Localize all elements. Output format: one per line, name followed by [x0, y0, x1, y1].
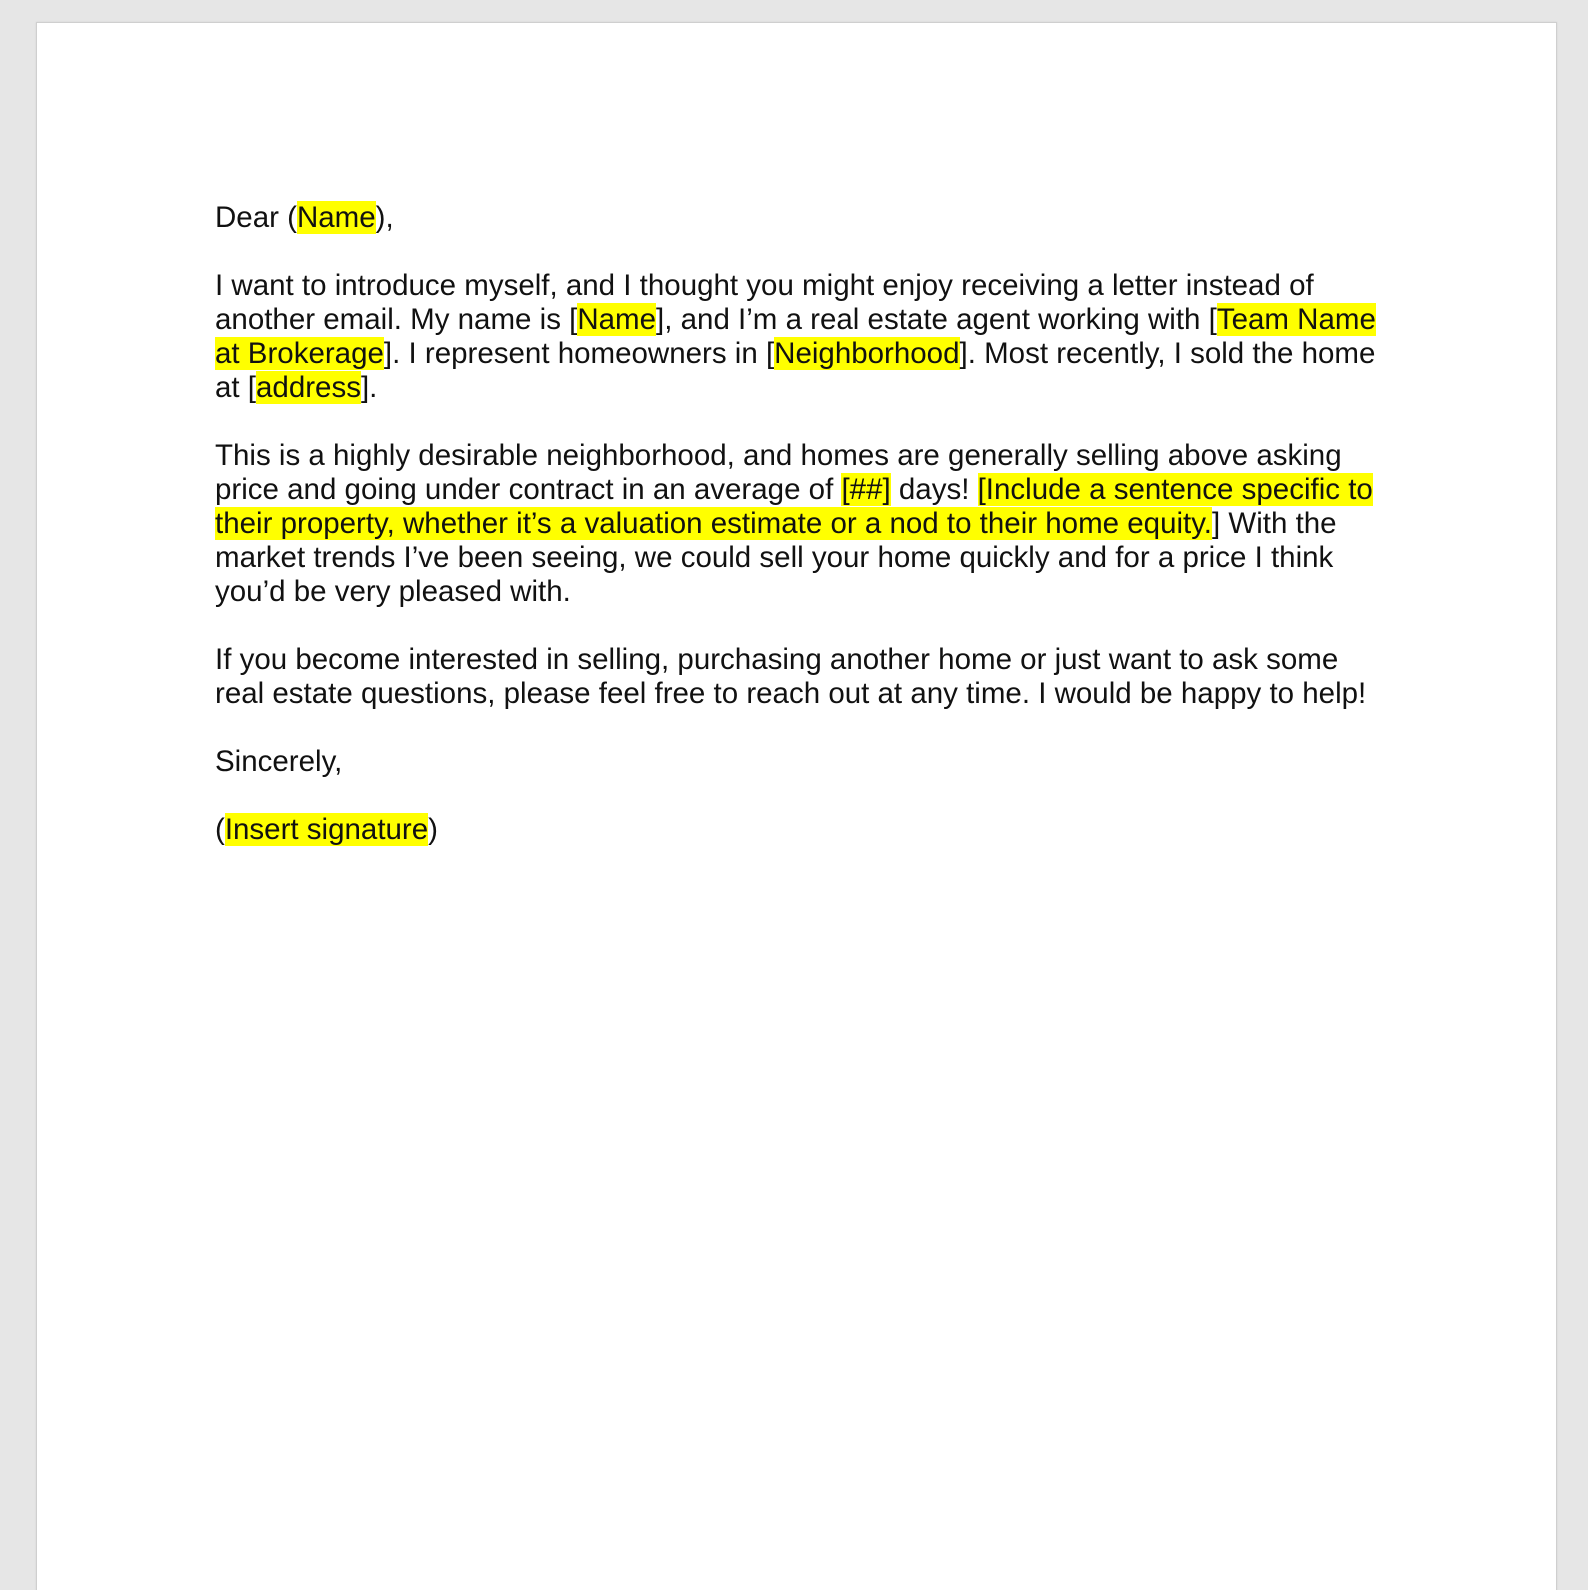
intro-text-2: ], and I’m a real estate agent working with [ [656, 303, 1217, 336]
market-text-2: days! [890, 473, 978, 506]
property-sentence-placeholder: [Include a sentence specific to their property, whether it’s a valuation estimate or a nod to their home equity. [215, 473, 1373, 540]
closing: Sincerely, [215, 745, 343, 778]
address-placeholder: address [256, 371, 361, 404]
document-page[interactable] [36, 22, 1557, 1590]
recipient-name-placeholder: Name [296, 201, 376, 234]
market-text-3: ] With the market trends I’ve been seeing, we could sell your home quickly and for a price I think you’d be very pleased with. [215, 507, 1337, 608]
intro-text-3: ]. I represent homeowners in [ [383, 337, 775, 370]
neighborhood-placeholder: Neighborhood [774, 337, 960, 370]
salutation [215, 201, 1395, 235]
signature-line [215, 813, 1395, 847]
offer-paragraph: If you become interested in selling, purchasing another home or just want to ask some real estate questions, please feel free to reach out at any time. I would be happy to help! [215, 643, 1367, 710]
intro-text-4: ]. Most recently, I sold the home at [ [215, 337, 1376, 404]
market-paragraph [215, 439, 1395, 609]
signature-placeholder: Insert signature [224, 813, 429, 846]
letter-body[interactable] [215, 201, 1395, 881]
agent-name-placeholder: Name [577, 303, 657, 336]
intro-text-5: ]. [360, 371, 378, 404]
intro-paragraph [215, 269, 1395, 405]
salutation-suffix: ), [375, 201, 394, 234]
market-text-1: This is a highly desirable neighborhood, and homes are generally selling above asking price and going under contract in an average of [215, 439, 1342, 506]
team-name-placeholder: Team Name at Brokerage [215, 303, 1376, 370]
days-placeholder: [##] [841, 473, 891, 506]
salutation-prefix: Dear ( [215, 201, 297, 234]
signature-open: ( [215, 813, 225, 846]
intro-text-1: I want to introduce myself, and I thought you might enjoy receiving a letter instead of another email. My name is [ [215, 269, 1314, 336]
signature-close: ) [428, 813, 438, 846]
